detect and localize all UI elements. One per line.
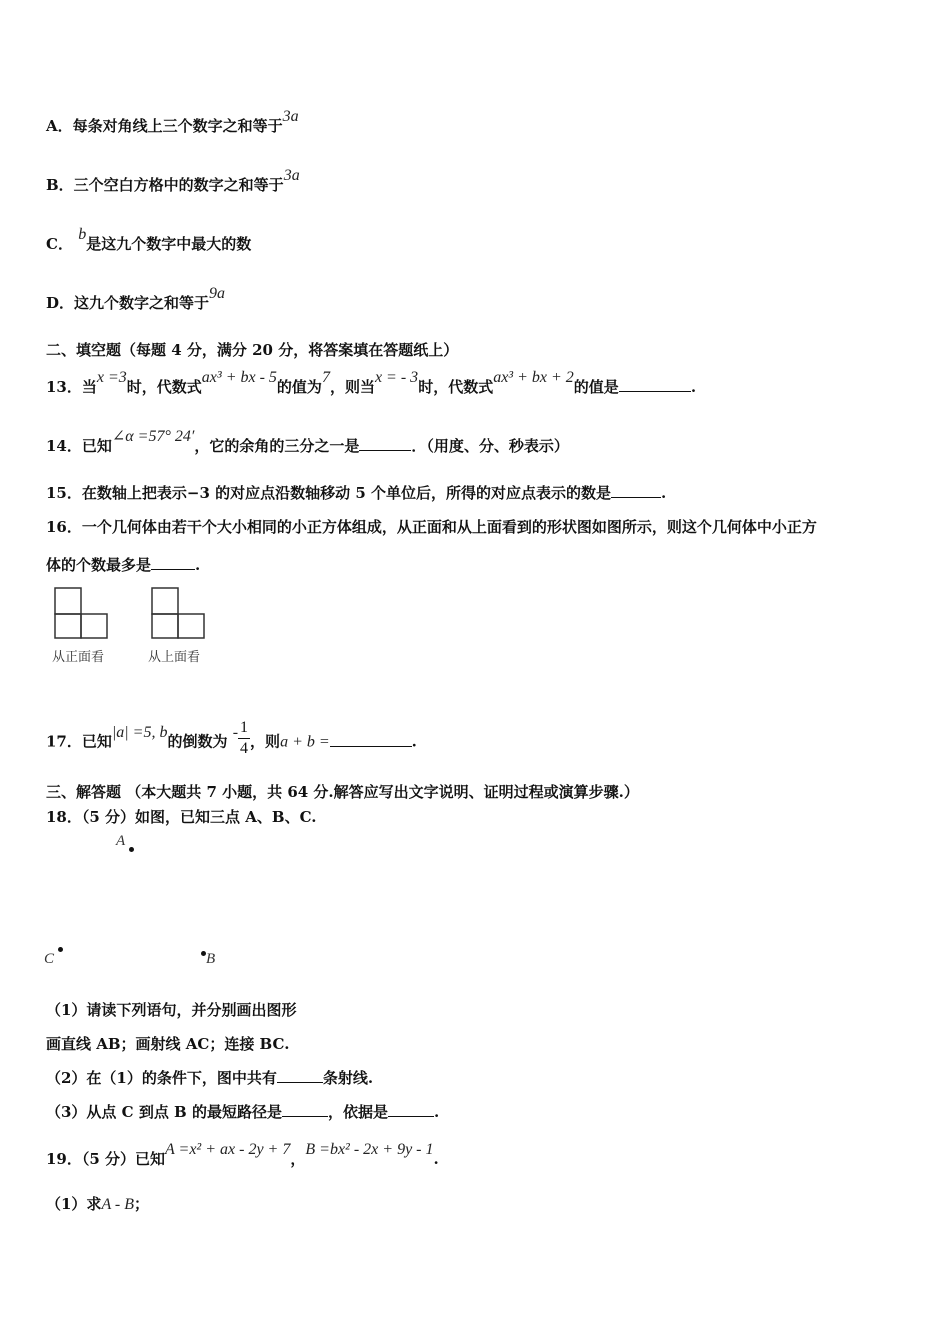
q19-part1 xyxy=(46,1193,149,1214)
q15-end: . xyxy=(661,484,667,502)
question-14 xyxy=(46,428,569,456)
top-view-shape xyxy=(152,588,204,638)
option-c-suffix: 是这九个数字中最大的数 xyxy=(86,235,252,253)
q13-text-1: 时，代数式 xyxy=(126,378,202,396)
q16-text: 体的个数最多是 xyxy=(46,556,152,574)
q13-end: . xyxy=(690,378,697,396)
q18-part1-instructions: 画直线 AB；画射线 AC；连接 BC. xyxy=(46,1035,290,1053)
q15-text: 15．在数轴上把表示−3 的对应点沿数轴移动 5 个单位后，所得的对应点表示的数是 xyxy=(46,484,611,502)
q19-math-b: B =bx² - 2x + 9y - 1 xyxy=(305,1141,434,1158)
q17-neg-sign: - xyxy=(232,723,239,741)
q14-text-2: ．（用度、分、秒表示） xyxy=(411,437,569,455)
q18-part1: （1）请读下列语句，并分别画出图形 xyxy=(46,1001,297,1019)
q14-answer-blank[interactable] xyxy=(359,438,411,451)
q18-part3 xyxy=(46,1101,439,1122)
question-13 xyxy=(46,369,697,397)
q18-part3-text-2: ，依据是 xyxy=(327,1103,388,1121)
q13-math-5: ax³ + bx + 2 xyxy=(493,369,574,386)
question-19 xyxy=(46,1141,439,1169)
q19-num: 19．（5 分）已知 xyxy=(46,1150,166,1168)
q14-num: 14．已知 xyxy=(46,437,112,455)
section3-title: 三、解答题 （本大题共 7 小题，共 64 分.解答应写出文字说明、证明过程或演算步骤.） xyxy=(46,783,639,801)
top-view-label: 从上面看 xyxy=(148,650,201,665)
q19-math-a: A =x² + ax - 2y + 7 xyxy=(165,1141,291,1158)
q18-part2-text-1: （2）在（1）的条件下，图中共有 xyxy=(46,1069,277,1087)
q17-text-2: ，则 xyxy=(250,732,281,751)
q13-text-2: 的值为 xyxy=(276,378,322,396)
question-18-title: 18．（5 分）如图，已知三点 A、B、C. xyxy=(46,808,317,826)
front-view-shape xyxy=(55,588,107,638)
option-b-math: 3a xyxy=(283,167,300,184)
q14-text-1: ，它的余角的三分之一是 xyxy=(194,437,360,455)
point-c-dot xyxy=(58,947,63,952)
q19-separator: ， xyxy=(290,1150,306,1168)
q13-math-3: 7 xyxy=(321,369,330,386)
q13-answer-blank[interactable] xyxy=(619,379,691,392)
section2-title: 二、填空题（每题 4 分，满分 20 分，将答案填在答题纸上） xyxy=(46,341,459,359)
question-16-line2 xyxy=(46,554,200,575)
question-17 xyxy=(46,719,417,763)
point-b-label: B xyxy=(206,951,216,967)
q17-fraction xyxy=(238,718,250,759)
q16-end: . xyxy=(195,556,201,574)
option-c xyxy=(46,226,252,254)
option-c-prefix: C． xyxy=(46,235,73,253)
front-view-label: 从正面看 xyxy=(52,650,105,665)
q18-part3-text-1: （3）从点 C 到点 B 的最短路径是 xyxy=(46,1103,282,1121)
question-15 xyxy=(46,482,666,503)
q18-part3-blank-1[interactable] xyxy=(282,1104,328,1117)
q17-text-1: 的倒数为 xyxy=(167,732,228,751)
q19-part1-end: ； xyxy=(134,1195,150,1213)
option-a-math: 3a xyxy=(282,108,299,125)
option-a-text: A．每条对角线上三个数字之和等于 xyxy=(46,117,283,135)
q13-math-2: ax³ + bx - 5 xyxy=(201,369,277,386)
q17-math-2: a + b = xyxy=(280,733,330,751)
q18-part2-text-2: 条射线. xyxy=(322,1069,374,1087)
option-d-math: 9a xyxy=(209,285,226,302)
q17-answer-blank[interactable] xyxy=(330,734,412,747)
q14-math: ∠α =57° 24′ xyxy=(111,428,195,445)
q13-num: 13．当 xyxy=(46,378,97,396)
q13-math-4: x = - 3 xyxy=(374,369,419,386)
q17-frac-num: 1 xyxy=(238,718,250,739)
option-b xyxy=(46,167,300,195)
q13-text-4: 时，代数式 xyxy=(418,378,494,396)
q19-part1-text: （1）求 xyxy=(46,1195,102,1213)
q13-text-5: 的值是 xyxy=(573,378,619,396)
point-a-label: A xyxy=(116,833,126,849)
q17-end: . xyxy=(411,732,417,751)
q19-part1-math: A - B xyxy=(101,1196,135,1213)
q17-math-1: |a| =5, b xyxy=(111,723,168,741)
q16-answer-blank[interactable] xyxy=(151,557,195,570)
option-d-text: D．这九个数字之和等于 xyxy=(46,294,210,312)
option-d xyxy=(46,285,226,313)
option-b-text: B．三个空白方格中的数字之和等于 xyxy=(46,176,284,194)
q17-frac-den: 4 xyxy=(240,740,249,757)
question-16-line1: 16．一个几何体由若干个大小相同的小正方体组成，从正面和从上面看到的形状图如图所示，则这个几何体中小正方 xyxy=(46,518,817,536)
q16-figures xyxy=(50,585,220,641)
q15-answer-blank[interactable] xyxy=(611,485,661,498)
q13-text-3: ，则当 xyxy=(329,378,375,396)
q18-part3-blank-2[interactable] xyxy=(388,1104,434,1117)
point-a-dot xyxy=(129,847,134,852)
option-c-math: b xyxy=(78,226,87,243)
point-c-label: C xyxy=(44,951,55,967)
q13-math-1: x =3 xyxy=(96,369,127,386)
q19-end: . xyxy=(433,1150,439,1168)
q18-part2 xyxy=(46,1067,373,1088)
option-a xyxy=(46,108,299,136)
q18-part3-end: . xyxy=(433,1103,440,1121)
q18-part2-blank[interactable] xyxy=(277,1070,323,1083)
q17-num: 17．已知 xyxy=(46,732,112,751)
